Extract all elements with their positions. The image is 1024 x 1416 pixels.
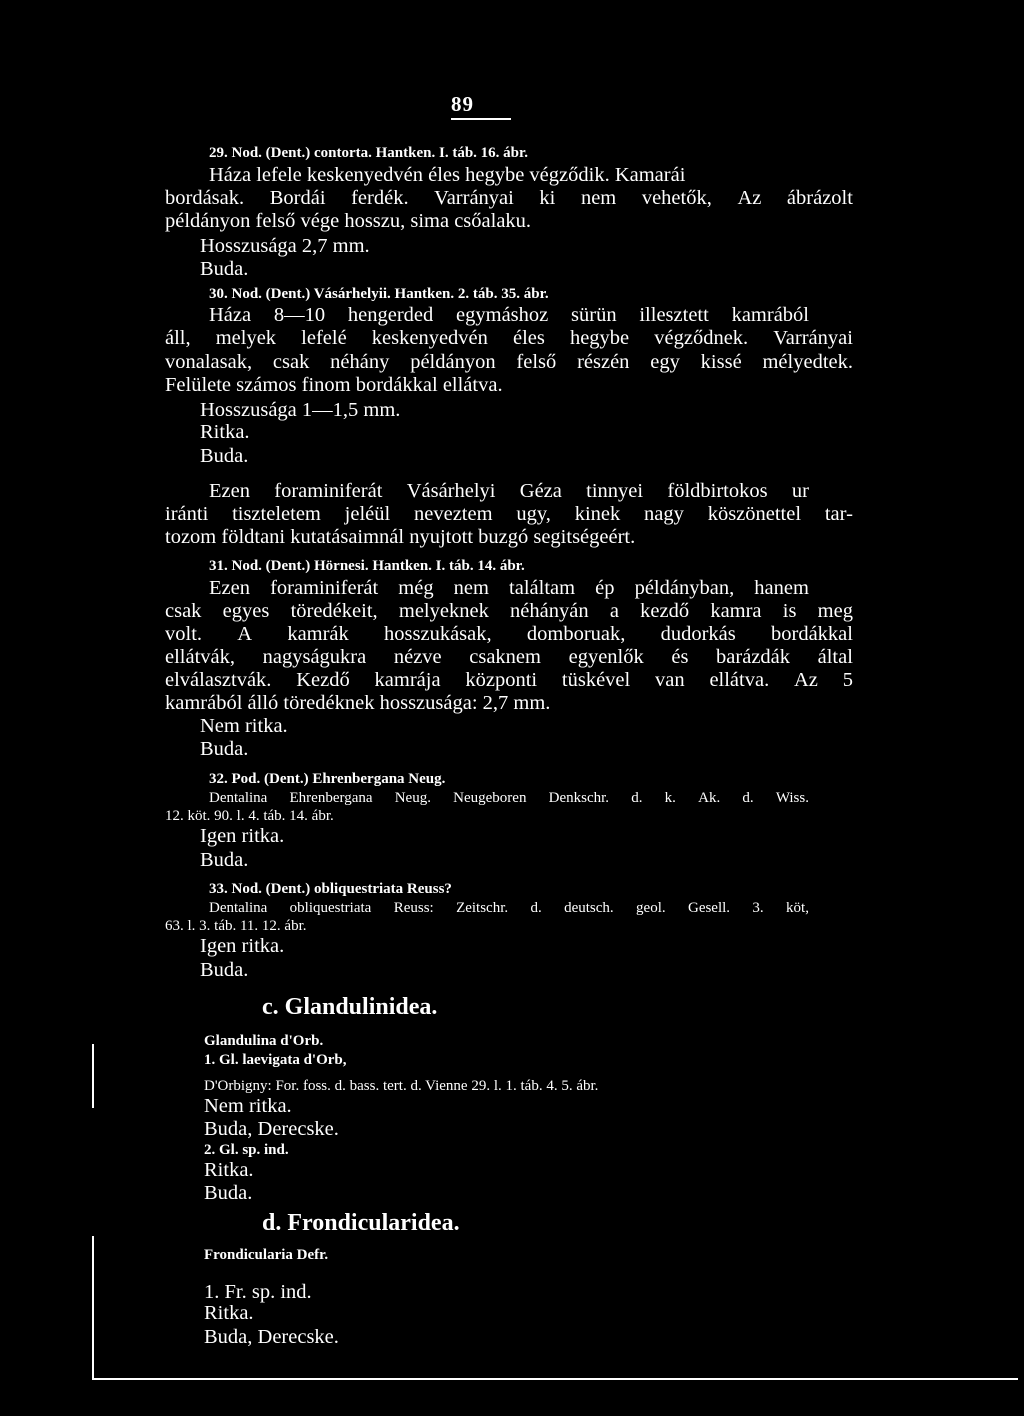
text-line-37: c. Glandulinidea. <box>262 994 438 1020</box>
text-line-28: Dentalina Ehrenbergana Neug. Neugeboren Denkschr. d. k. Ak. d. Wiss. <box>209 790 809 806</box>
text-line-39: 1. Gl. laevigata d'Orb, <box>204 1052 347 1068</box>
text-line-45: Buda. <box>204 1182 253 1204</box>
text-line-31: Buda. <box>200 849 249 871</box>
text-line-50: Buda, Derecske. <box>204 1326 339 1348</box>
text-line-22: ellátvák, nagyságukra nézve csaknem egyenlők és barázdák által <box>165 646 853 668</box>
text-line-21: volt. A kamrák hosszukásak, domboruak, dudorkás bordákkal <box>165 623 853 645</box>
page-number-rule <box>451 118 511 120</box>
text-line-46: d. Frondicularidea. <box>262 1210 460 1236</box>
margin-mark-bottom <box>92 1378 1018 1380</box>
text-line-34: 63. l. 3. táb. 11. 12. ábr. <box>165 918 307 934</box>
margin-mark-left-upper <box>92 1044 94 1108</box>
text-line-30: Igen ritka. <box>200 825 285 847</box>
text-line-16: iránti tiszteletem jeléül neveztem ugy, kinek nagy köszönettel tar- <box>165 503 853 525</box>
text-line-33: Dentalina obliquestriata Reuss: Zeitschr. d. deutsch. geol. Gesell. 3. köt, <box>209 900 809 916</box>
text-line-17: tozom földtani kutatásaimnál nyujtott buzgó segitségeért. <box>165 526 636 548</box>
text-line-18: 31. Nod. (Dent.) Hörnesi. Hantken. I. táb. 14. ábr. <box>209 558 525 574</box>
text-line-10: vonalasak, csak néhány példányon felső részén egy kissé mélyedtek. <box>165 351 853 373</box>
text-line-2: Háza lefele keskenyedvén éles hegybe végződik. Kamarái <box>209 164 686 186</box>
text-line-19: Ezen foraminiferát még nem találtam ép példányban, hanem <box>209 577 809 599</box>
text-line-15: Ezen foraminiferát Vásárhelyi Géza tinnyei földbirtokos ur <box>209 480 809 502</box>
text-line-25: Nem ritka. <box>200 715 288 737</box>
text-line-40: D'Orbigny: For. foss. d. bass. tert. d. Vienne 29. l. 1. táb. 4. 5. ábr. <box>204 1078 599 1094</box>
text-line-12: Hosszusága 1—1,5 mm. <box>200 399 401 421</box>
text-line-36: Buda. <box>200 959 249 981</box>
margin-mark-left-lower <box>92 1236 94 1378</box>
text-line-14: Buda. <box>200 445 249 467</box>
text-line-20: csak egyes töredékeit, melyeknek néhányán a kezdő kamra is meg <box>165 600 853 622</box>
text-line-38: Glandulina d'Orb. <box>204 1033 324 1049</box>
text-line-4: példányon felső vége hosszu, sima csőalaku. <box>165 210 532 232</box>
text-line-8: Háza 8—10 hengerded egymáshoz sürün illesztett kamrából <box>209 304 809 326</box>
text-line-23: elválasztvák. Kezdő kamrája központi tüskével van ellátva. Az 5 <box>165 669 853 691</box>
text-line-35: Igen ritka. <box>200 935 285 957</box>
text-line-43: 2. Gl. sp. ind. <box>204 1142 289 1158</box>
page-number: 89 <box>451 92 474 116</box>
text-line-6: Buda. <box>200 258 249 280</box>
text-line-41: Nem ritka. <box>204 1095 292 1117</box>
text-line-48: 1. Fr. sp. ind. <box>204 1281 312 1303</box>
text-line-44: Ritka. <box>204 1159 254 1181</box>
text-line-1: 29. Nod. (Dent.) contorta. Hantken. I. táb. 16. ábr. <box>209 145 529 161</box>
text-line-49: Ritka. <box>204 1302 254 1324</box>
text-line-26: Buda. <box>200 738 249 760</box>
text-line-3: bordásak. Bordái ferdék. Varrányai ki nem vehetők, Az ábrázolt <box>165 187 853 209</box>
text-line-42: Buda, Derecske. <box>204 1118 339 1140</box>
text-line-24: kamrából álló töredéknek hosszusága: 2,7 mm. <box>165 692 551 714</box>
text-line-11: Felülete számos finom bordákkal ellátva. <box>165 374 503 396</box>
text-line-47: Frondicularia Defr. <box>204 1247 329 1263</box>
text-line-29: 12. köt. 90. l. 4. táb. 14. ábr. <box>165 808 334 824</box>
text-line-32: 33. Nod. (Dent.) obliquestriata Reuss? <box>209 881 452 897</box>
text-line-13: Ritka. <box>200 421 250 443</box>
text-line-9: áll, melyek lefelé keskenyedvén éles hegybe végződnek. Varrányai <box>165 327 853 349</box>
text-line-27: 32. Pod. (Dent.) Ehrenbergana Neug. <box>209 771 446 787</box>
text-line-5: Hosszusága 2,7 mm. <box>200 235 370 257</box>
text-line-7: 30. Nod. (Dent.) Vásárhelyii. Hantken. 2. táb. 35. ábr. <box>209 286 549 302</box>
